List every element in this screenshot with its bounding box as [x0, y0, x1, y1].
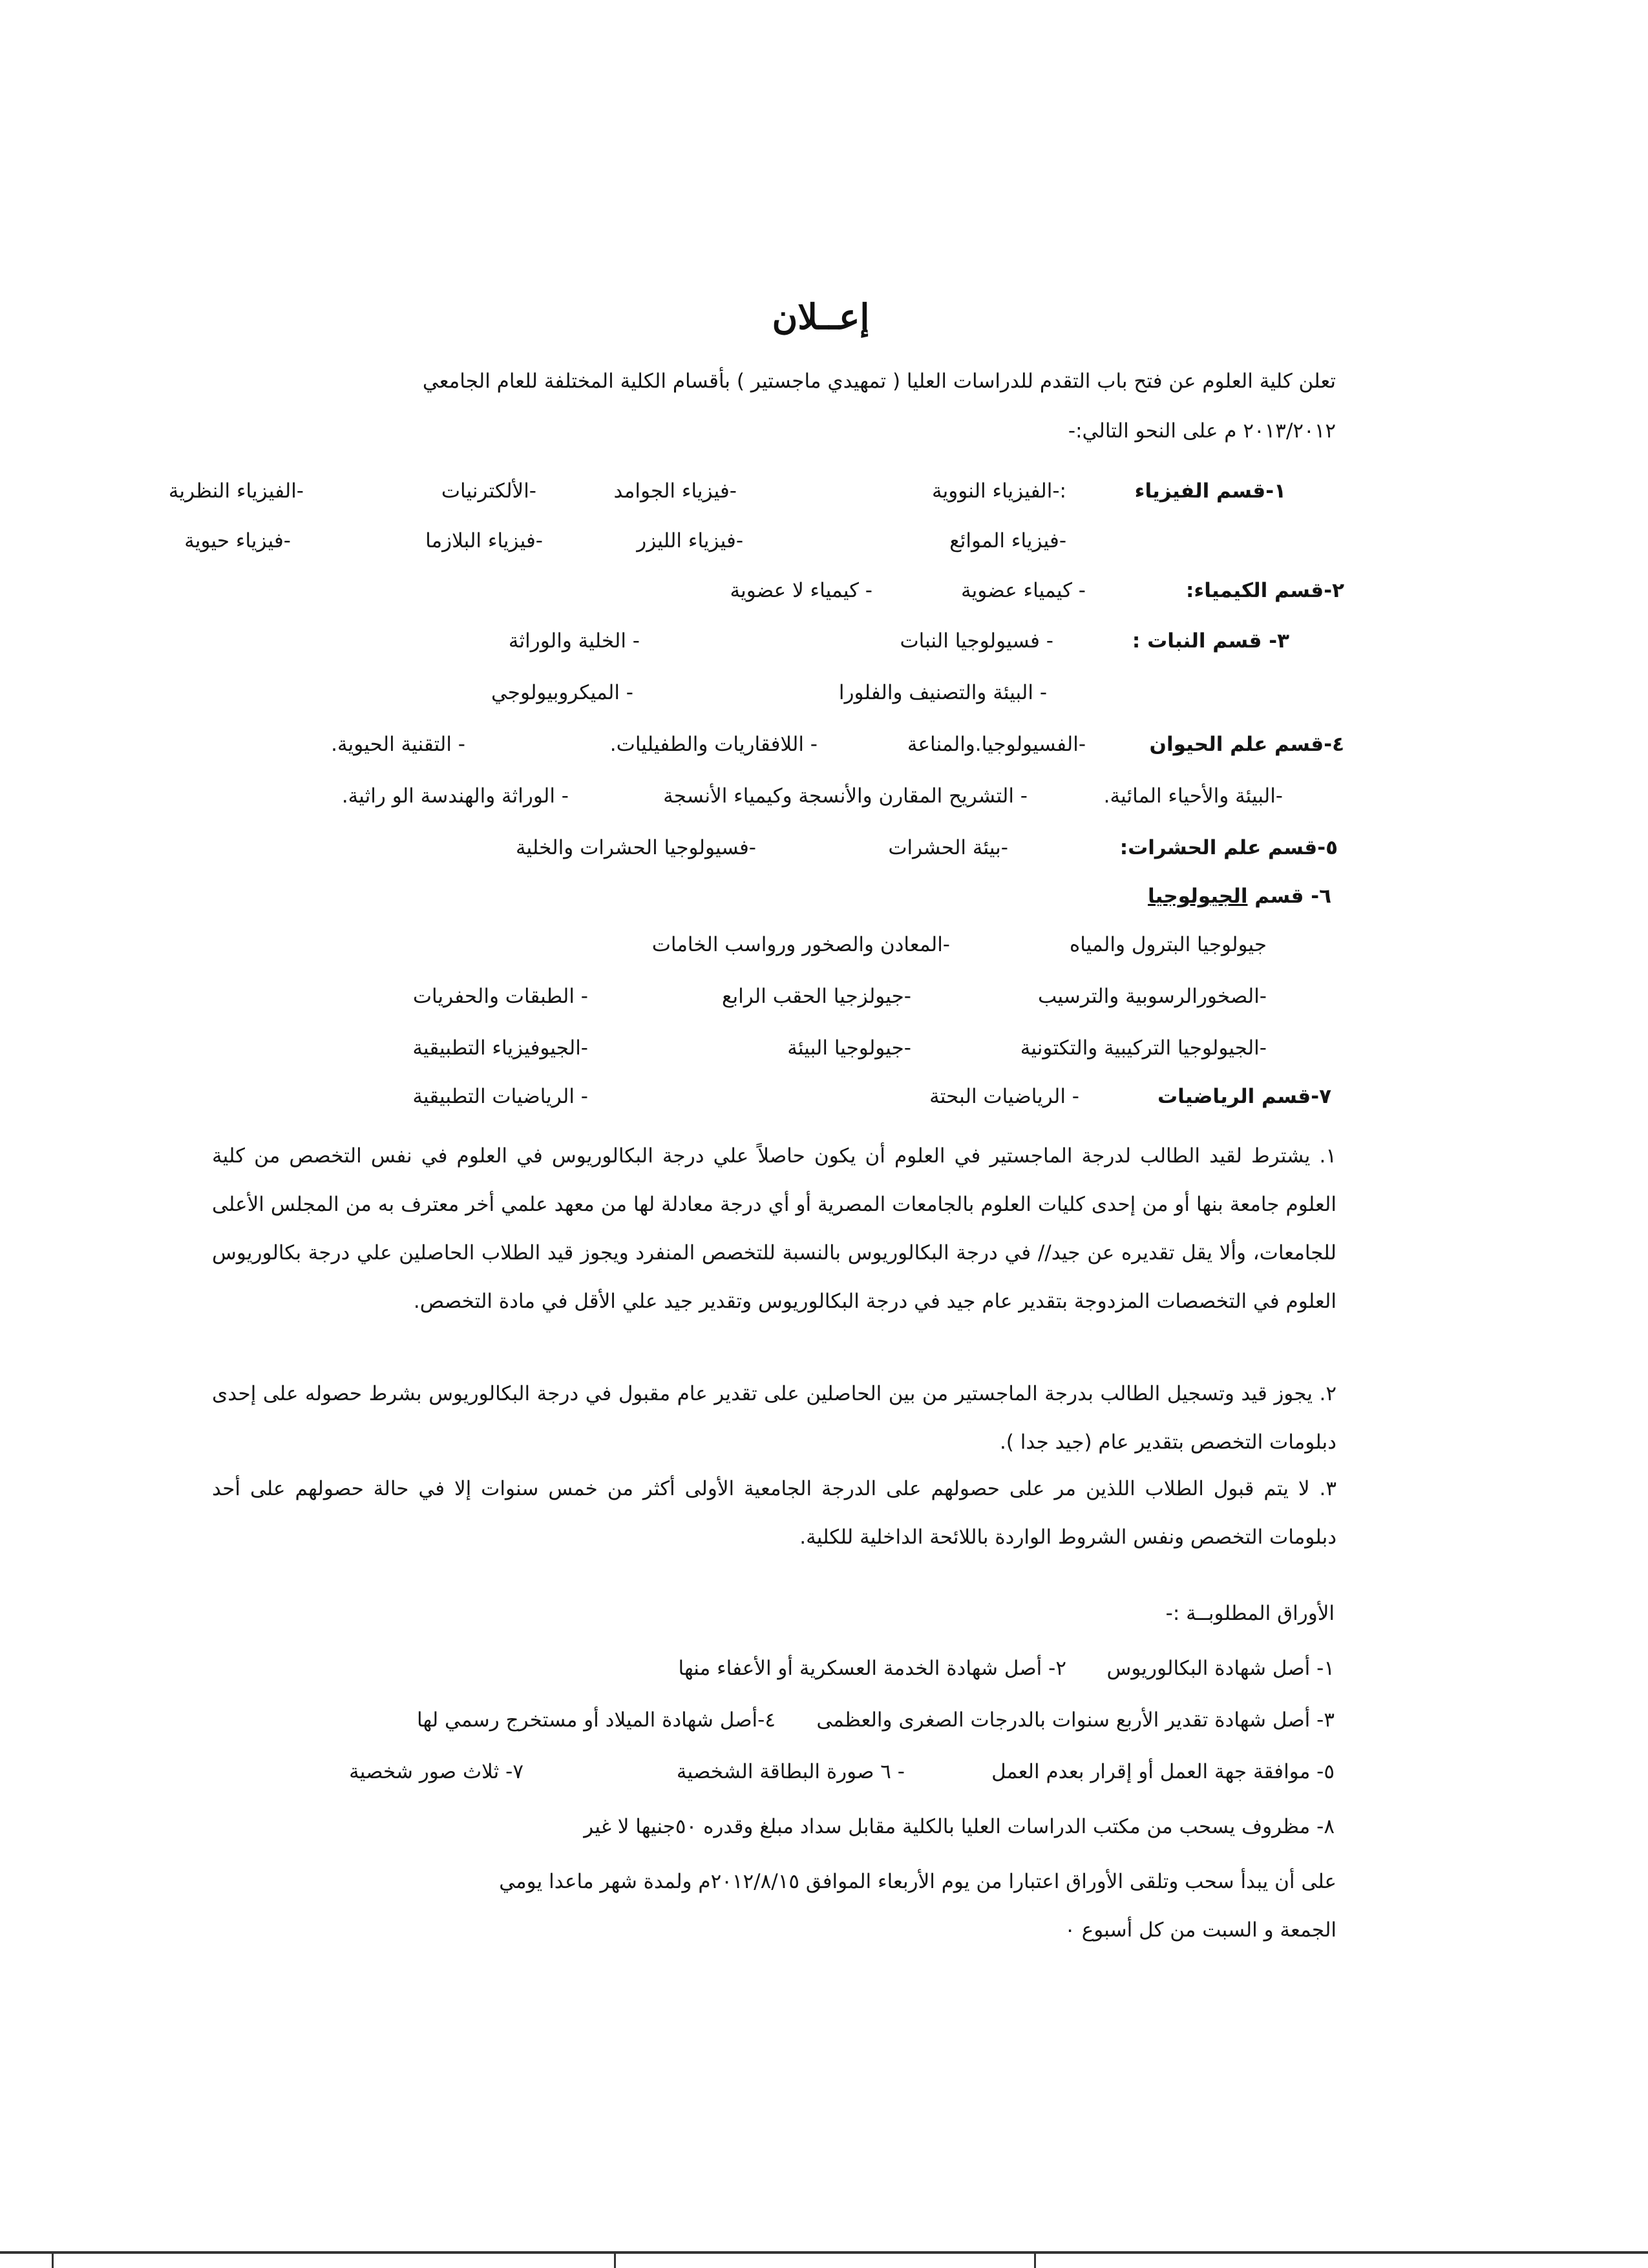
math-item-pure: - الرياضيات البحتة	[929, 1085, 1079, 1108]
border-tick	[52, 2254, 54, 2268]
paper-item-4: ٤-أصل شهادة الميلاد أو مستخرج رسمي لها	[417, 1708, 776, 1732]
geology-item-minerals-rocks: -المعادن والصخور ورواسب الخامات	[651, 933, 950, 956]
physics-item-fluids: -فيزياء الموائع	[949, 529, 1066, 552]
page-title: إعــلان	[772, 296, 870, 337]
botany-item-physiology: - فسيولوجيا النبات	[900, 629, 1053, 653]
papers-heading: الأوراق المطلوبــة :-	[1165, 1602, 1335, 1625]
geology-item-sedimentology: -الصخورالرسوبية والترسيب	[1038, 985, 1267, 1008]
closing-line-2: الجمعة و السبت من كل أسبوع ٠	[1064, 1918, 1336, 1942]
entomology-dept-head: ٥-قسم علم الحشرات:	[1119, 836, 1338, 859]
zoology-dept-head: ٤-قسم علم الحيوان	[1149, 733, 1344, 756]
paper-item-7: ٧- ثلاث صور شخصية	[349, 1760, 523, 1783]
intro-line-2: ٢٠١٣/٢٠١٢ م على النحو التالي:-	[1068, 419, 1336, 443]
geology-dept-prefix: ٦- قسم	[1247, 885, 1331, 908]
chemistry-item-inorganic: - كيمياء لا عضوية	[730, 579, 872, 602]
intro-line-1: تعلن كلية العلوم عن فتح باب التقدم للدراسات العليا ( تمهيدي ماجستير ) بأقسام الكلية المختلفة للعام الجامعي	[422, 370, 1336, 393]
physics-item-electronics: -الألكترنيات	[441, 479, 536, 503]
paper-item-6: - ٦ صورة البطاقة الشخصية	[676, 1760, 905, 1783]
entomology-item-physiology: -فسيولوجيا الحشرات والخلية	[515, 836, 756, 859]
paper-item-1: ١- أصل شهادة البكالوريوس	[1106, 1657, 1335, 1680]
zoology-item-genetic-engineering: - الوراثة والهندسة الو راثية.	[341, 784, 569, 808]
math-item-applied: - الرياضيات التطبيقية	[412, 1085, 588, 1108]
paper-item-3: ٣- أصل شهادة تقدير الأربع سنوات بالدرجات الصغرى والعظمى	[816, 1708, 1335, 1732]
geology-item-structural: -الجيولوجيا التركيبية والتكتونية	[1020, 1036, 1267, 1060]
geology-dept-name: الجيولوجيا	[1148, 885, 1248, 908]
geology-item-petroleum-water: جيولوجيا البترول والمياه	[1069, 933, 1267, 956]
physics-item-theoretical: -الفيزياء النظرية	[168, 479, 304, 503]
math-dept-head: ٧-قسم الرياضيات	[1157, 1085, 1331, 1108]
condition-3: ٣. لا يتم قبول الطلاب اللذين مر على حصولهم على الدرجة الجامعية الأولى أكثر من خمس سنوات إلا في حالة حصولهم على أحد دبلومات التخصص ونفس الشروط الواردة باللائحة الداخلية للكلية.	[212, 1477, 1336, 1549]
zoology-item-invertebrates: - اللافقاريات والطفيليات.	[609, 733, 818, 756]
zoology-item-comparative-anatomy: - التشريح المقارن والأنسجة وكيمياء الأنسجة	[663, 784, 1028, 808]
botany-item-ecology-taxonomy: - البيئة والتصنيف والفلورا	[838, 681, 1047, 704]
physics-item-plasma: -فيزياء البلازما	[425, 529, 543, 552]
botany-dept-head: ٣- قسم النبات :	[1132, 629, 1289, 653]
condition-2: ٢. يجوز قيد وتسجيل الطالب بدرجة الماجستير من بين الحاصلين على تقدير عام مقبول في درجة البكالوريوس بشرط حصوله على إحدى دبلومات التخصص بتقدير عام (جيد جدا ).	[212, 1382, 1336, 1454]
geology-item-geophysics: -الجيوفيزياء التطبيقية	[412, 1036, 588, 1060]
zoology-item-physiology-immunity: -الفسيولوجيا.والمناعة	[907, 733, 1086, 756]
paper-item-5: ٥- موافقة جهة العمل أو إقرار بعدم العمل	[991, 1760, 1335, 1783]
botany-item-cell-genetics: - الخلية والوراثة	[508, 629, 640, 653]
zoology-item-aquatic: -البيئة والأحياء المائية.	[1103, 784, 1283, 808]
botany-item-microbiology: - الميكروبيولوجي	[491, 681, 633, 704]
physics-item-biophysics: -فيزياء حيوية	[184, 529, 291, 552]
closing-line-1: على أن يبدأ سحب وتلقى الأوراق اعتبارا من يوم الأربعاء الموافق ٢٠١٢/٨/١٥م ولمدة شهر ماعدا يومي	[499, 1870, 1336, 1893]
page-bottom-border	[0, 2251, 1648, 2254]
geology-item-quaternary: -جيولزجيا الحقب الرابع	[721, 985, 911, 1008]
geology-item-stratigraphy: - الطبقات والحفريات	[412, 985, 588, 1008]
physics-dept-head: ١-قسم الفيزياء	[1134, 479, 1286, 503]
physics-item-nuclear: :-الفيزياء النووية	[932, 479, 1066, 503]
geology-dept-head	[1148, 882, 1331, 910]
chemistry-item-organic: - كيمياء عضوية	[961, 579, 1086, 602]
paper-item-2: ٢- أصل شهادة الخدمة العسكرية أو الأعفاء منها	[678, 1657, 1066, 1680]
border-tick	[614, 2254, 616, 2268]
physics-item-solid-state: -فيزياء الجوامد	[613, 479, 737, 503]
paper-item-8: ٨- مظروف يسحب من مكتب الدراسات العليا بالكلية مقابل سداد مبلغ وقدره ٥٠جنيها لا غير	[584, 1815, 1335, 1838]
border-tick	[1034, 2254, 1036, 2268]
chemistry-dept-head: ٢-قسم الكيمياء:	[1185, 579, 1344, 602]
entomology-item-ecology: -بيئة الحشرات	[888, 836, 1008, 859]
zoology-item-biotech: - التقنية الحيوية.	[331, 733, 465, 756]
condition-1: ١. يشترط لقيد الطالب لدرجة الماجستير في العلوم أن يكون حاصلاً علي درجة البكالوريوس في العلوم في نفس التخصص من كلية العلوم جامعة بنها أو من إحدى كليات العلوم بالجامعات المصرية أو أي درجة معادلة لها من معهد علمي أخر معترف به من المجلس الأعلى للجامعات، وألا يقل تقديره عن جيد// في درجة البكالوريوس بالنسبة للتخصص المنفرد ويجوز قيد الطلاب الحاصلين علي درجة بكالوريوس العلوم في التخصصات المزدوجة بتقدير عام جيد في درجة البكالوريوس وتقدير جيد علي الأقل في مادة التخصص.	[212, 1144, 1336, 1313]
geology-item-environmental: -جيولوجيا البيئة	[787, 1036, 911, 1060]
physics-item-laser: -فيزياء الليزر	[637, 529, 743, 552]
